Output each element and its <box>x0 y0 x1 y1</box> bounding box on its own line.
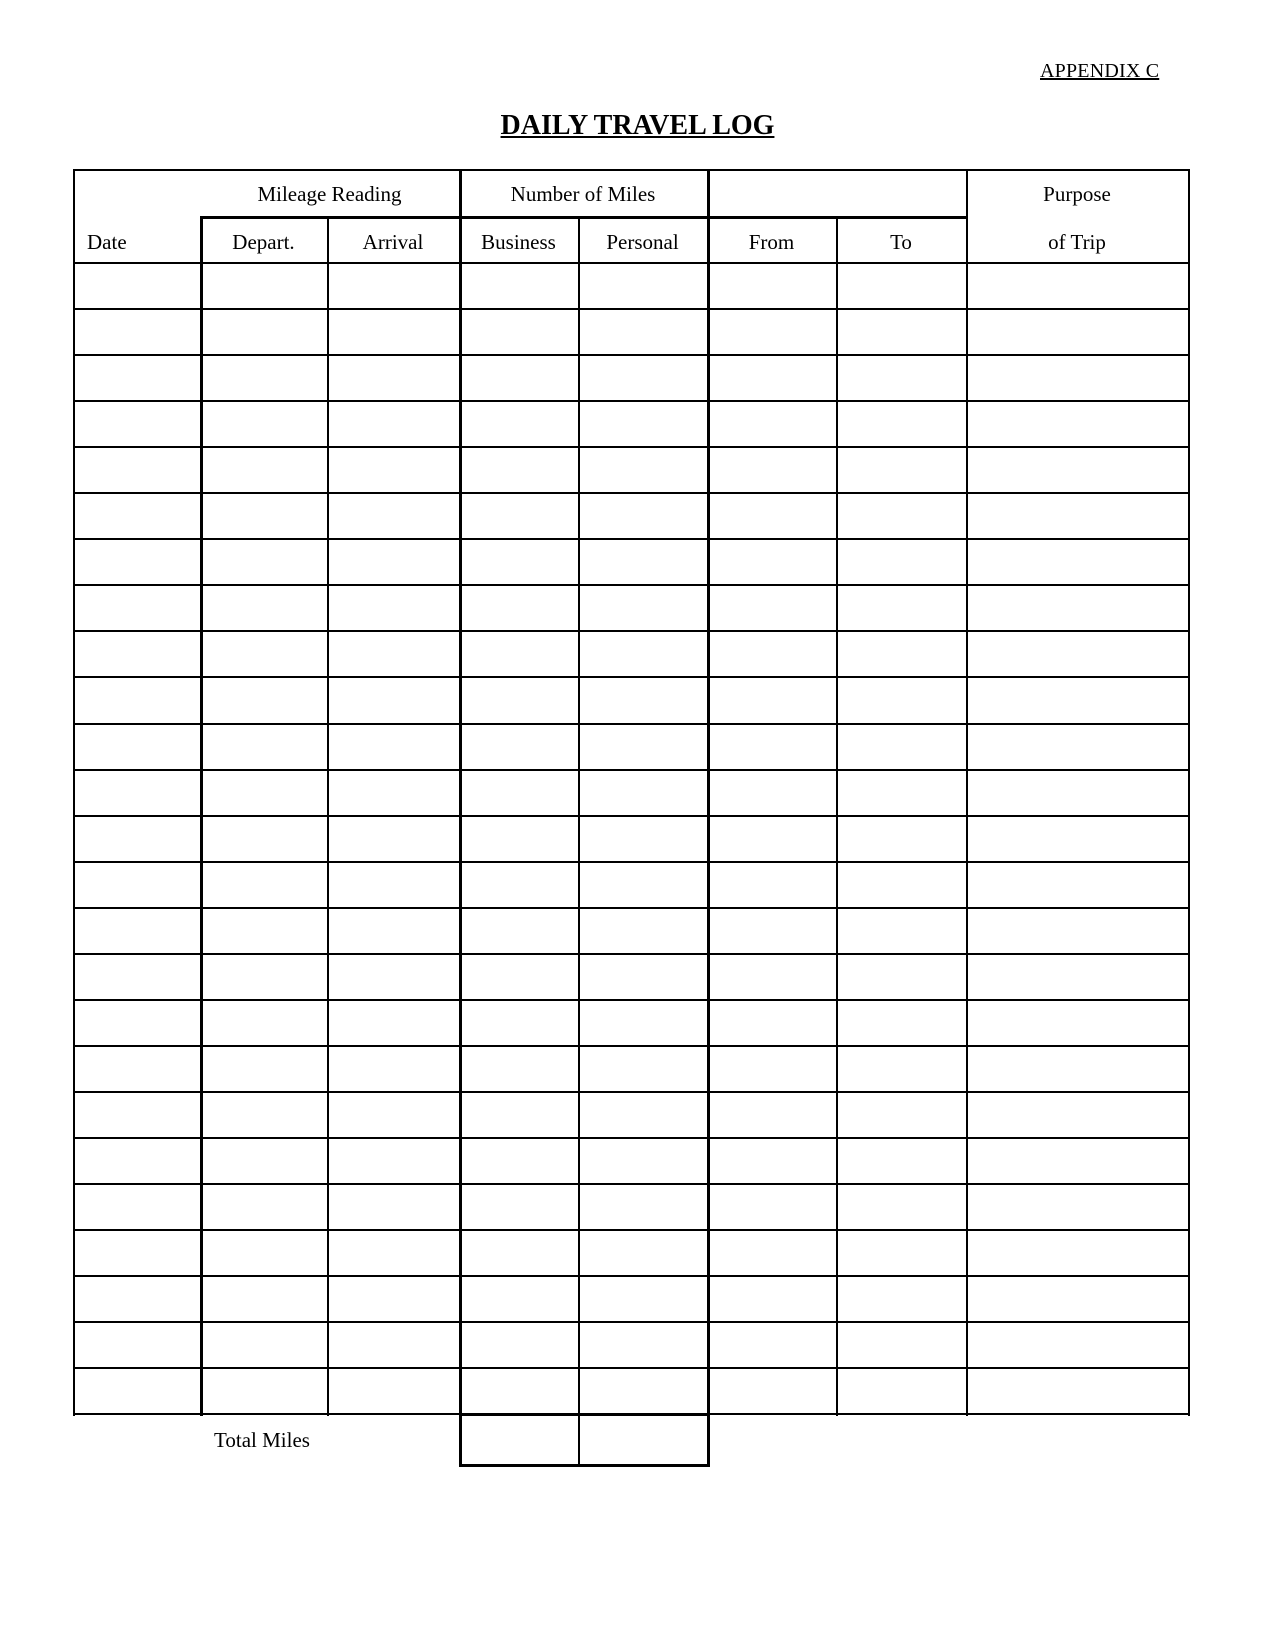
cell-date[interactable] <box>76 1232 199 1274</box>
row-divider <box>73 400 1190 402</box>
cell-purpose[interactable] <box>969 1048 1187 1090</box>
cell-date[interactable] <box>76 265 199 307</box>
cell-personal[interactable] <box>581 265 706 307</box>
cell-purpose[interactable] <box>969 1324 1187 1366</box>
cell-date[interactable] <box>76 587 199 629</box>
cell-business[interactable] <box>462 449 577 491</box>
cell-to[interactable] <box>839 449 965 491</box>
cell-personal[interactable] <box>581 772 706 814</box>
header-to: To <box>890 230 912 254</box>
cell-arrival[interactable] <box>330 910 458 952</box>
cell-arrival[interactable] <box>330 726 458 768</box>
row-divider <box>73 1367 1190 1369</box>
cell-to[interactable] <box>839 541 965 583</box>
cell-arrival[interactable] <box>330 818 458 860</box>
row-divider <box>73 999 1190 1001</box>
total-personal-cell[interactable] <box>582 1417 705 1461</box>
cell-purpose[interactable] <box>969 1002 1187 1044</box>
cell-from[interactable] <box>710 495 835 537</box>
cell-depart[interactable] <box>203 357 326 399</box>
cell-depart[interactable] <box>203 449 326 491</box>
cell-date[interactable] <box>76 1094 199 1136</box>
row-divider <box>73 1229 1190 1231</box>
cell-from[interactable] <box>710 818 835 860</box>
cell-from[interactable] <box>710 403 835 445</box>
row-divider <box>73 354 1190 356</box>
header-purpose: Purpose <box>1043 182 1111 206</box>
cell-arrival[interactable] <box>330 403 458 445</box>
cell-depart[interactable] <box>203 910 326 952</box>
cell-business[interactable] <box>462 726 577 768</box>
cell-personal[interactable] <box>581 1324 706 1366</box>
cell-to[interactable] <box>839 772 965 814</box>
cell-depart[interactable] <box>203 495 326 537</box>
cell-from[interactable] <box>710 679 835 721</box>
cell-purpose[interactable] <box>969 1186 1187 1228</box>
row-divider <box>73 308 1190 310</box>
cell-personal[interactable] <box>581 1186 706 1228</box>
header-of-trip: of Trip <box>1048 230 1106 254</box>
row-divider <box>73 1091 1190 1093</box>
cell-personal[interactable] <box>581 1232 706 1274</box>
cell-from[interactable] <box>710 956 835 998</box>
cell-to[interactable] <box>839 956 965 998</box>
cell-arrival[interactable] <box>330 265 458 307</box>
cell-arrival[interactable] <box>330 541 458 583</box>
cell-depart[interactable] <box>203 265 326 307</box>
cell-date[interactable] <box>76 1324 199 1366</box>
cell-personal[interactable] <box>581 726 706 768</box>
header-number-of-miles: Number of Miles <box>510 182 656 206</box>
cell-date[interactable] <box>76 726 199 768</box>
row-divider <box>73 538 1190 540</box>
cell-depart[interactable] <box>203 1002 326 1044</box>
cell-business[interactable] <box>462 772 577 814</box>
cell-arrival[interactable] <box>330 864 458 906</box>
cell-from[interactable] <box>710 1232 835 1274</box>
cell-personal[interactable] <box>581 403 706 445</box>
cell-date[interactable] <box>76 1370 199 1412</box>
cell-business[interactable] <box>462 357 577 399</box>
cell-to[interactable] <box>839 633 965 675</box>
row-divider <box>73 907 1190 909</box>
cell-to[interactable] <box>839 311 965 353</box>
cell-from[interactable] <box>710 265 835 307</box>
column-divider <box>966 169 968 1416</box>
header-from: From <box>748 230 795 254</box>
cell-from[interactable] <box>710 1094 835 1136</box>
cell-business[interactable] <box>462 265 577 307</box>
cell-from[interactable] <box>710 864 835 906</box>
cell-personal[interactable] <box>581 449 706 491</box>
cell-business[interactable] <box>462 1048 577 1090</box>
column-divider <box>836 216 838 1416</box>
cell-from[interactable] <box>710 726 835 768</box>
cell-date[interactable] <box>76 679 199 721</box>
cell-from[interactable] <box>710 541 835 583</box>
cell-personal[interactable] <box>581 864 706 906</box>
cell-from[interactable] <box>710 1140 835 1182</box>
cell-purpose[interactable] <box>969 311 1187 353</box>
row-divider <box>73 815 1190 817</box>
cell-from[interactable] <box>710 910 835 952</box>
cell-depart[interactable] <box>203 956 326 998</box>
cell-from[interactable] <box>710 357 835 399</box>
cell-depart[interactable] <box>203 541 326 583</box>
cell-to[interactable] <box>839 818 965 860</box>
cell-personal[interactable] <box>581 1370 706 1412</box>
cell-personal[interactable] <box>581 956 706 998</box>
cell-to[interactable] <box>839 495 965 537</box>
row-divider <box>73 262 1190 264</box>
cell-to[interactable] <box>839 1278 965 1320</box>
cell-date[interactable] <box>76 449 199 491</box>
cell-purpose[interactable] <box>969 772 1187 814</box>
row-divider <box>73 1137 1190 1139</box>
cell-personal[interactable] <box>581 495 706 537</box>
row-divider <box>73 630 1190 632</box>
cell-date[interactable] <box>76 633 199 675</box>
table-top-border <box>73 169 1190 171</box>
cell-to[interactable] <box>839 1094 965 1136</box>
cell-purpose[interactable] <box>969 541 1187 583</box>
cell-personal[interactable] <box>581 1278 706 1320</box>
header-mileage-reading: Mileage Reading <box>257 182 402 206</box>
cell-depart[interactable] <box>203 679 326 721</box>
cell-depart[interactable] <box>203 1048 326 1090</box>
cell-depart[interactable] <box>203 403 326 445</box>
cell-purpose[interactable] <box>969 1094 1187 1136</box>
cell-depart[interactable] <box>203 1232 326 1274</box>
cell-purpose[interactable] <box>969 265 1187 307</box>
cell-to[interactable] <box>839 357 965 399</box>
row-divider <box>73 769 1190 771</box>
cell-from[interactable] <box>710 1186 835 1228</box>
cell-business[interactable] <box>462 1232 577 1274</box>
row-divider <box>73 1183 1190 1185</box>
cell-to[interactable] <box>839 1370 965 1412</box>
cell-personal[interactable] <box>581 1002 706 1044</box>
cell-purpose[interactable] <box>969 587 1187 629</box>
cell-purpose[interactable] <box>969 726 1187 768</box>
cell-arrival[interactable] <box>330 1002 458 1044</box>
cell-depart[interactable] <box>203 1324 326 1366</box>
cell-arrival[interactable] <box>330 1048 458 1090</box>
cell-personal[interactable] <box>581 818 706 860</box>
cell-depart[interactable] <box>203 587 326 629</box>
row-divider <box>73 723 1190 725</box>
cell-business[interactable] <box>462 403 577 445</box>
cell-business[interactable] <box>462 1002 577 1044</box>
cell-depart[interactable] <box>203 1186 326 1228</box>
cell-date[interactable] <box>76 1140 199 1182</box>
cell-to[interactable] <box>839 1002 965 1044</box>
cell-business[interactable] <box>462 495 577 537</box>
cell-business[interactable] <box>462 541 577 583</box>
cell-business[interactable] <box>462 818 577 860</box>
cell-personal[interactable] <box>581 1048 706 1090</box>
cell-purpose[interactable] <box>969 1232 1187 1274</box>
cell-arrival[interactable] <box>330 449 458 491</box>
cell-to[interactable] <box>839 679 965 721</box>
cell-arrival[interactable] <box>330 956 458 998</box>
cell-purpose[interactable] <box>969 495 1187 537</box>
totals-bottom-rule <box>459 1464 710 1467</box>
cell-personal[interactable] <box>581 679 706 721</box>
cell-purpose[interactable] <box>969 357 1187 399</box>
column-divider <box>578 216 580 1467</box>
cell-depart[interactable] <box>203 772 326 814</box>
row-divider <box>73 446 1190 448</box>
cell-date[interactable] <box>76 403 199 445</box>
cell-personal[interactable] <box>581 910 706 952</box>
header-arrival: Arrival <box>362 230 424 254</box>
cell-business[interactable] <box>462 910 577 952</box>
cell-business[interactable] <box>462 587 577 629</box>
total-business-cell[interactable] <box>463 1417 576 1461</box>
cell-arrival[interactable] <box>330 1324 458 1366</box>
cell-arrival[interactable] <box>330 772 458 814</box>
cell-arrival[interactable] <box>330 1094 458 1136</box>
cell-arrival[interactable] <box>330 357 458 399</box>
cell-date[interactable] <box>76 1186 199 1228</box>
cell-personal[interactable] <box>581 311 706 353</box>
row-divider <box>73 492 1190 494</box>
cell-from[interactable] <box>710 1370 835 1412</box>
cell-to[interactable] <box>839 265 965 307</box>
cell-purpose[interactable] <box>969 633 1187 675</box>
cell-date[interactable] <box>76 495 199 537</box>
miles-subheader-rule <box>459 216 707 219</box>
cell-purpose[interactable] <box>969 1278 1187 1320</box>
cell-business[interactable] <box>462 311 577 353</box>
cell-business[interactable] <box>462 1094 577 1136</box>
cell-date[interactable] <box>76 910 199 952</box>
cell-personal[interactable] <box>581 541 706 583</box>
cell-depart[interactable] <box>203 864 326 906</box>
cell-date[interactable] <box>76 541 199 583</box>
cell-business[interactable] <box>462 956 577 998</box>
cell-purpose[interactable] <box>969 1140 1187 1182</box>
cell-from[interactable] <box>710 587 835 629</box>
cell-depart[interactable] <box>203 1278 326 1320</box>
total-miles-label: Total Miles <box>214 1428 310 1452</box>
cell-depart[interactable] <box>203 1140 326 1182</box>
cell-personal[interactable] <box>581 633 706 675</box>
cell-from[interactable] <box>710 311 835 353</box>
cell-date[interactable] <box>76 357 199 399</box>
cell-purpose[interactable] <box>969 864 1187 906</box>
cell-to[interactable] <box>839 864 965 906</box>
cell-to[interactable] <box>839 726 965 768</box>
cell-business[interactable] <box>462 1324 577 1366</box>
cell-purpose[interactable] <box>969 679 1187 721</box>
row-divider <box>73 1045 1190 1047</box>
cell-arrival[interactable] <box>330 1370 458 1412</box>
cell-purpose[interactable] <box>969 1370 1187 1412</box>
cell-depart[interactable] <box>203 311 326 353</box>
column-divider <box>73 169 75 1416</box>
cell-to[interactable] <box>839 1140 965 1182</box>
cell-from[interactable] <box>710 1048 835 1090</box>
header-personal: Personal <box>606 230 679 254</box>
cell-from[interactable] <box>710 633 835 675</box>
cell-depart[interactable] <box>203 818 326 860</box>
row-divider <box>73 1275 1190 1277</box>
row-divider <box>73 584 1190 586</box>
cell-arrival[interactable] <box>330 587 458 629</box>
cell-to[interactable] <box>839 1324 965 1366</box>
header-date: Date <box>87 230 127 254</box>
cell-arrival[interactable] <box>330 1278 458 1320</box>
cell-purpose[interactable] <box>969 403 1187 445</box>
cell-from[interactable] <box>710 1324 835 1366</box>
cell-purpose[interactable] <box>969 449 1187 491</box>
row-divider <box>73 861 1190 863</box>
cell-to[interactable] <box>839 1186 965 1228</box>
cell-depart[interactable] <box>203 633 326 675</box>
cell-from[interactable] <box>710 1002 835 1044</box>
cell-purpose[interactable] <box>969 956 1187 998</box>
cell-depart[interactable] <box>203 726 326 768</box>
cell-to[interactable] <box>839 403 965 445</box>
cell-date[interactable] <box>76 1002 199 1044</box>
cell-date[interactable] <box>76 772 199 814</box>
row-divider <box>73 1321 1190 1323</box>
header-depart: Depart. <box>232 230 295 254</box>
cell-from[interactable] <box>710 449 835 491</box>
cell-arrival[interactable] <box>330 679 458 721</box>
cell-to[interactable] <box>839 910 965 952</box>
cell-personal[interactable] <box>581 1140 706 1182</box>
cell-to[interactable] <box>839 1048 965 1090</box>
cell-date[interactable] <box>76 1278 199 1320</box>
cell-arrival[interactable] <box>330 633 458 675</box>
cell-business[interactable] <box>462 864 577 906</box>
cell-business[interactable] <box>462 1186 577 1228</box>
cell-date[interactable] <box>76 1048 199 1090</box>
cell-arrival[interactable] <box>330 1186 458 1228</box>
row-divider <box>73 676 1190 678</box>
cell-depart[interactable] <box>203 1370 326 1412</box>
cell-purpose[interactable] <box>969 910 1187 952</box>
cell-business[interactable] <box>462 633 577 675</box>
cell-arrival[interactable] <box>330 1232 458 1274</box>
header-business: Business <box>481 230 556 254</box>
cell-arrival[interactable] <box>330 311 458 353</box>
cell-arrival[interactable] <box>330 495 458 537</box>
column-divider <box>1188 169 1190 1416</box>
cell-from[interactable] <box>710 772 835 814</box>
mileage-subheader-rule <box>200 216 459 219</box>
cell-personal[interactable] <box>581 587 706 629</box>
cell-business[interactable] <box>462 1278 577 1320</box>
cell-arrival[interactable] <box>330 1140 458 1182</box>
column-divider <box>327 216 329 1416</box>
cell-date[interactable] <box>76 864 199 906</box>
cell-business[interactable] <box>462 679 577 721</box>
cell-business[interactable] <box>462 1140 577 1182</box>
appendix-label: APPENDIX C <box>1040 60 1160 82</box>
totals-top-rule <box>459 1413 710 1416</box>
cell-date[interactable] <box>76 818 199 860</box>
cell-to[interactable] <box>839 1232 965 1274</box>
page-title: DAILY TRAVEL LOG <box>500 110 775 141</box>
cell-depart[interactable] <box>203 1094 326 1136</box>
cell-purpose[interactable] <box>969 818 1187 860</box>
cell-business[interactable] <box>462 1370 577 1412</box>
cell-from[interactable] <box>710 1278 835 1320</box>
cell-to[interactable] <box>839 587 965 629</box>
cell-personal[interactable] <box>581 1094 706 1136</box>
row-divider <box>73 953 1190 955</box>
cell-date[interactable] <box>76 311 199 353</box>
cell-date[interactable] <box>76 956 199 998</box>
cell-personal[interactable] <box>581 357 706 399</box>
